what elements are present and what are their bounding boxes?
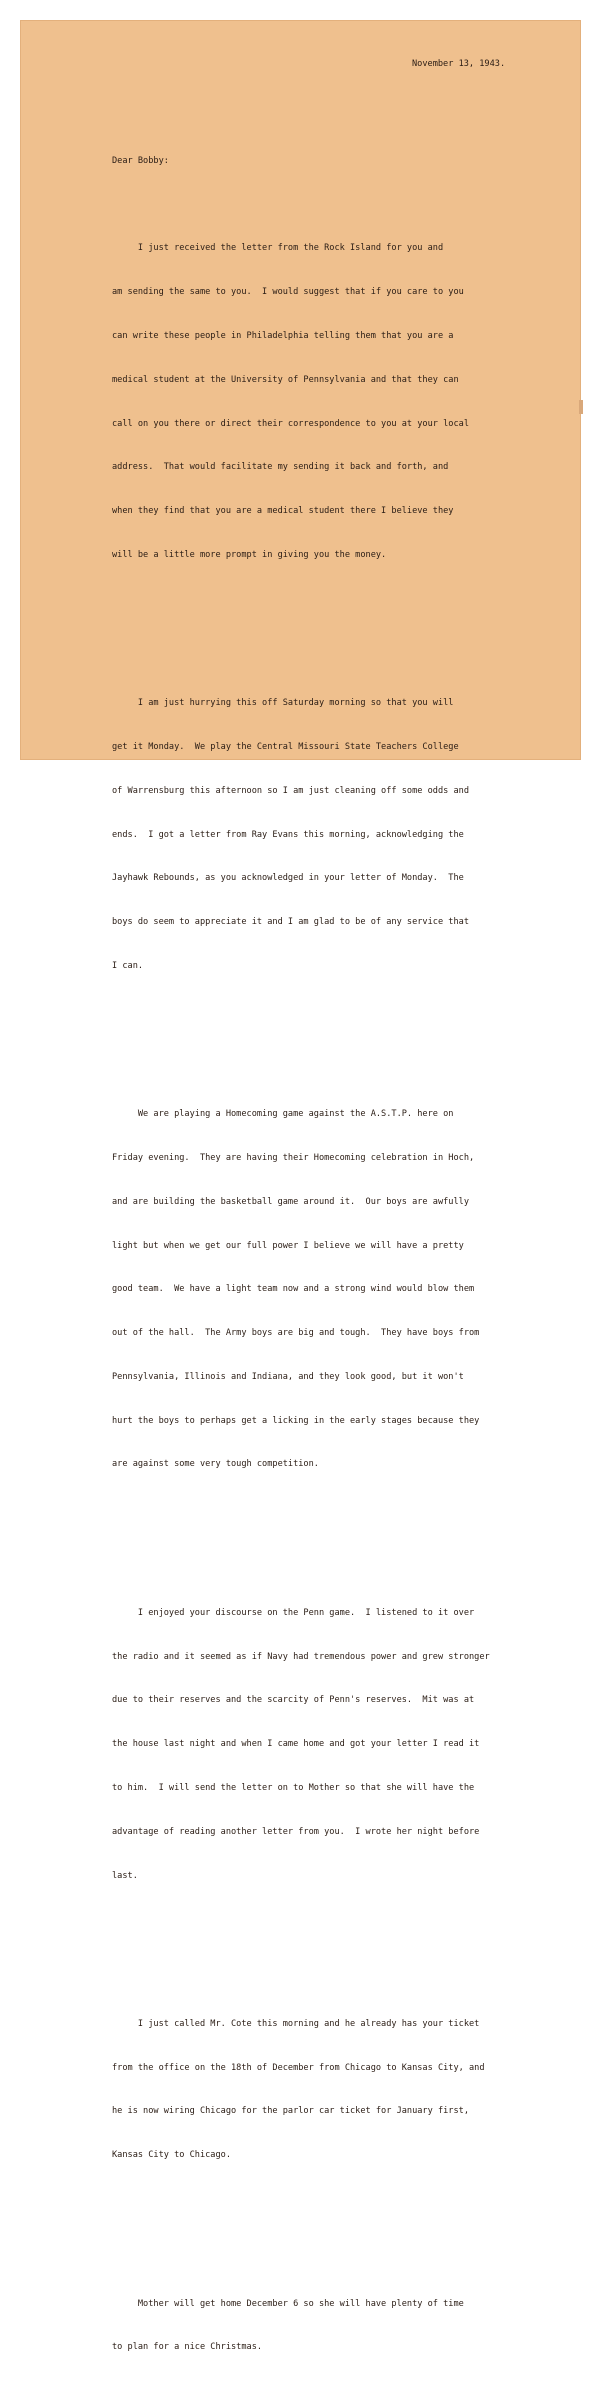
paragraph-3	[112, 1078, 490, 1501]
paragraph-6	[112, 2267, 490, 2384]
paragraph-1	[112, 212, 490, 591]
page-edge-tab	[579, 400, 583, 414]
paragraph-line: to him. I will send the letter on to Mother so that she will have the	[112, 1782, 475, 1793]
letter-salutation: Dear Bobby:	[112, 156, 169, 166]
paragraph-line: from the office on the 18th of December from Chicago to Kansas City, and	[112, 2062, 485, 2073]
paragraph-line: to plan for a nice Christmas.	[112, 2342, 263, 2353]
paragraph-line: address. That would facilitate my sending it back and forth, and	[112, 462, 449, 473]
paragraph-line: Pennsylvania, Illinois and Indiana, and they look good, but it won't	[112, 1371, 464, 1382]
paragraph-line: the house last night and when I came home and got your letter I read it	[112, 1739, 480, 1750]
letter-body	[112, 183, 490, 2399]
paragraph-line: We are playing a Homecoming game against the A.S.T.P. here on	[112, 1109, 454, 1120]
paragraph-2	[112, 667, 490, 1003]
paragraph-line: hurt the boys to perhaps get a licking in the early stages because they	[112, 1415, 480, 1426]
paragraph-line: of Warrensburg this afternoon so I am just cleaning off some odds and	[112, 785, 469, 796]
paragraph-line: I enjoyed your discourse on the Penn game. I listened to it over	[112, 1607, 475, 1618]
paragraph-line: I just received the letter from the Rock Island for you and	[112, 243, 444, 254]
paragraph-line: I just called Mr. Cote this morning and he already has your ticket	[112, 2018, 480, 2029]
paragraph-line: will be a little more prompt in giving you the money.	[112, 549, 387, 560]
paragraph-line: Friday evening. They are having their Homecoming celebration in Hoch,	[112, 1153, 475, 1163]
paragraph-5	[112, 1988, 490, 2192]
paragraph-line: good team. We have a light team now and a strong wind would blow them	[112, 1284, 475, 1295]
paragraph-line: he is now wiring Chicago for the parlor car ticket for January first,	[112, 2106, 469, 2117]
paragraph-line: get it Monday. We play the Central Missouri State Teachers College	[112, 741, 459, 752]
paragraph-line: light but when we get our full power I believe we will have a pretty	[112, 1240, 464, 1251]
paragraph-line: Mother will get home December 6 so she will have plenty of time	[112, 2298, 464, 2309]
paragraph-line: medical student at the University of Pennsylvania and that they can	[112, 374, 459, 385]
paragraph-line: I am just hurrying this off Saturday morning so that you will	[112, 698, 454, 709]
paragraph-line: last.	[112, 1870, 138, 1881]
paragraph-line: am sending the same to you. I would suggest that if you care to you	[112, 287, 464, 298]
paragraph-line: ends. I got a letter from Ray Evans this morning, acknowledging the	[112, 829, 464, 840]
paragraph-line: and are building the basketball game around it. Our boys are awfully	[112, 1196, 469, 1207]
paragraph-line: out of the hall. The Army boys are big and tough. They have boys from	[112, 1328, 480, 1339]
paragraph-line: Jayhawk Rebounds, as you acknowledged in your letter of Monday. The	[112, 873, 464, 884]
paragraph-line: can write these people in Philadelphia telling them that you are a	[112, 330, 454, 341]
paragraph-line: the radio and it seemed as if Navy had tremendous power and grew stronger	[112, 1651, 490, 1662]
paragraph-line: I can.	[112, 960, 144, 971]
paragraph-4	[112, 1577, 490, 1913]
paragraph-line: advantage of reading another letter from you. I wrote her night before	[112, 1826, 480, 1837]
paragraph-line: Kansas City to Chicago.	[112, 2150, 231, 2161]
paragraph-line: are against some very tough competition.	[112, 1459, 319, 1470]
paragraph-line: when they find that you are a medical student there I believe they	[112, 506, 454, 517]
letter-date: November 13, 1943.	[412, 59, 506, 69]
paragraph-line: call on you there or direct their correspondence to you at your local	[112, 418, 469, 429]
paragraph-line: due to their reserves and the scarcity of Penn's reserves. Mit was at	[112, 1695, 475, 1706]
paragraph-line: boys do seem to appreciate it and I am glad to be of any service that	[112, 917, 469, 928]
